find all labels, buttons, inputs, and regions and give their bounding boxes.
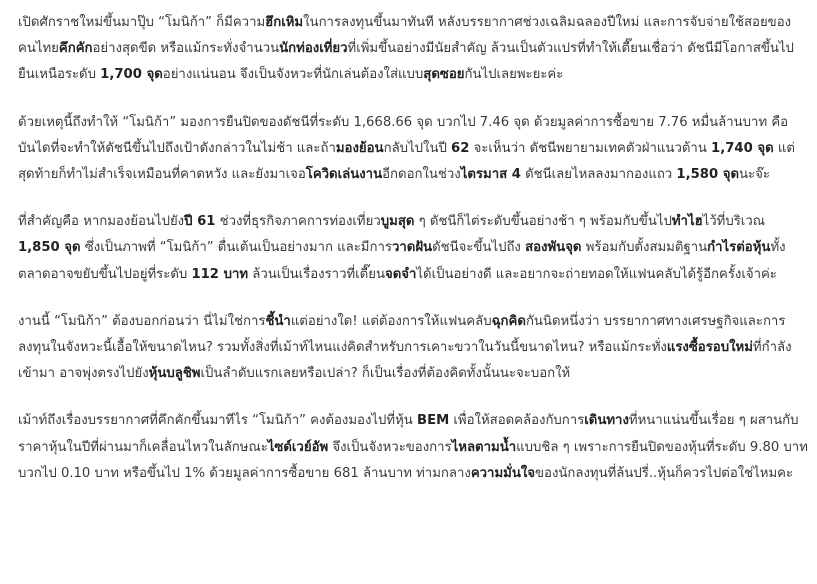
body-text: ดัชนีจะขึ้นไปถึง [432, 240, 526, 256]
body-text: ที่หนาแน่นขึ้นเรื่อย ๆ ผสานกับราคาหุ้นในปีที่ผ่านมาก็เคลื่อนไหวในลักษณะ [18, 413, 799, 455]
body-text: กันนิดหนึ่งว่า บรรยากาศทางเศรษฐกิจและการลงทุนในจังหวะนี้เอื้อให้ขนาดไหน? รวมทั้งสิ่งที่เม้าท์ไหนแง่คิดสำหรับการเคาะขวาในวันนี้ขนาดไหน? หรือแม้กระทั่ง [18, 313, 786, 356]
emphasis-text: 1,580 จุด [676, 167, 740, 183]
emphasis-text: 1,850 จุด [18, 240, 81, 256]
paragraph-bem-stock [18, 408, 808, 487]
body-text: ๆ ดัชนีก็ไต่ระดับขึ้นอย่างช้า ๆ พร้อมกับขึ้นไป [414, 214, 672, 230]
emphasis-text: โควิดเล่นงาน [305, 167, 383, 183]
emphasis-text: เดินทาง [584, 413, 629, 429]
emphasis-text: กำไรต่อหุ้น [707, 240, 771, 256]
body-text: อย่างแน่นอน จึงเป็นจังหวะที่นักเล่นต้องใส่แบบ [162, 67, 424, 83]
body-text: ล้วนเป็นเรื่องราวที่เตี๊ยน [248, 266, 385, 282]
body-text: ทั้งตลาดอาจขยับขึ้นไปอยู่ที่ระดับ [18, 240, 786, 282]
emphasis-text: แรงซื้อรอบใหม่ [666, 340, 753, 356]
emphasis-text: จดจำ [384, 266, 417, 282]
emphasis-text: นักท่องเที่ยว [279, 41, 348, 57]
body-text: ที่กำลังเข้ามา อาจพุ่งตรงไปยัง [18, 340, 792, 382]
emphasis-text: 1,700 จุด [100, 67, 163, 83]
body-text: ที่เพิ่มขึ้นอย่างมีนัยสำคัญ ล้วนเป็นตัวแปรที่ทำให้เตี๊ยนเชื่อว่า ดัชนีมีโอกาสขึ้นไปยืนเหนือระดับ [18, 41, 794, 83]
body-text: ซึ่งเป็นภาพที่ “โมนิก้า” ตื่นเต้นเป็นอย่างมาก และมีการ [80, 240, 392, 256]
emphasis-text: BEM [417, 413, 450, 429]
body-text: เปิดศักราชใหม่ขึ้นมาปุ๊บ “โมนิก้า” ก็มีความ [18, 15, 266, 30]
body-text: ในการลงทุนขึ้นมาทันที หลังบรรยากาศช่วงเฉลิมฉลองปีใหม่ และการจับจ่ายใช้สอยของคนไทย [18, 15, 792, 57]
body-text: จึงเป็นจังหวะของการ [328, 439, 452, 455]
body-text: จะเห็นว่า ดัชนีพยายามเทคตัวฝ่าแนวต้าน [469, 140, 712, 156]
body-text: กลับไปในปี [383, 140, 452, 156]
emphasis-text: หุ้นบลูชิพ [148, 366, 201, 382]
emphasis-text: ไตรมาส 4 [460, 167, 521, 183]
body-text: ที่สำคัญคือ หากมองย้อนไปยัง [18, 214, 185, 230]
emphasis-text: บูมสุด [380, 214, 415, 230]
emphasis-text: ความมั่นใจ [470, 465, 536, 481]
emphasis-text: คึกคัก [58, 41, 93, 57]
body-text: ได้เป็นอย่างดี และอยากจะถ่ายทอดให้แฟนคลับได้รู้อีกครั้งเจ้าค่ะ [416, 266, 777, 282]
body-text: งานนี้ “โมนิก้า” ต้องบอกก่อนว่า นี่ไม่ใช่การ [18, 313, 266, 329]
body-text: ด้วยเหตุนี้ถึงทำให้ “โมนิก้า” มองการยืนปิดของดัชนีที่ระดับ 1,668.66 จุด บวกไป 7.46 จุด ด้วยมูลค่าการซื้อขาย 7.76 หมื่นล้านบาท คือบันไดที่จะทำให้ดัชนีขึ้นไปถึงเป้าดังกล่าวในไม่ช้า และถ้า [18, 114, 789, 156]
body-text: เป็นลำดับแรกเลยหรือเปล่า? ก็เป็นเรื่องที่ต้องคิดทั้งนั้นนะจะบอกให้ [200, 366, 571, 382]
body-text: นะจ๊ะ [739, 167, 770, 183]
emphasis-text: 1,740 จุด [711, 140, 774, 156]
emphasis-text: มองย้อน [335, 140, 384, 156]
body-text: ของนักลงทุนที่ล้นปรี่..หุ้นก็ควรไปต่อใช่ไหมคะ [535, 465, 794, 481]
paragraph-tourism-boom [18, 209, 808, 288]
emphasis-text: ฉุกคิด [491, 313, 526, 329]
body-text: อีกดอกในช่วง [382, 167, 461, 183]
paragraph-index-history [18, 110, 808, 189]
body-text: เม้าท์ถึงเรื่องบรรยากาศที่คึกคักขึ้นมาทีไร “โมนิก้า” คงต้องมองไปที่หุ้น [18, 413, 418, 429]
body-text: กันไปเลยพะยะค่ะ [464, 67, 564, 83]
emphasis-text: สุดซอย [423, 67, 465, 83]
emphasis-text: ปี 61 [184, 214, 216, 230]
body-text: ดัชนีเลยไหลลงมากองแถว [520, 167, 677, 183]
body-text: เพื่อให้สอดคล้องกับการ [449, 413, 585, 429]
article-body [18, 10, 808, 508]
emphasis-text: ฮึกเหิม [265, 15, 304, 30]
emphasis-text: สองพันจุด [525, 240, 582, 256]
emphasis-text: ชี้นำ [265, 313, 291, 329]
body-text: อย่างสุดขีด หรือแม้กระทั่งจำนวน [92, 41, 280, 57]
emphasis-text: ทำไฮ [671, 214, 703, 230]
body-text: ช่วงที่ธุรกิจภาคการท่องเที่ยว [215, 214, 381, 230]
body-text: ไว้ที่บริเวณ [702, 214, 765, 230]
emphasis-text: 112 บาท [191, 266, 249, 282]
emphasis-text: วาดฝัน [391, 240, 433, 256]
emphasis-text: ไหลตามน้ำ [451, 439, 517, 455]
body-text: พร้อมกับตั้งสมมติฐาน [581, 240, 708, 256]
body-text: แต่อย่างใด! แต่ต้องการให้แฟนคลับ [290, 313, 492, 329]
emphasis-text: 62 [451, 140, 470, 156]
body-text: แต่สุดท้ายก็ทำไม่สำเร็จเหมือนที่คาดหวัง และยังมาเจอ [18, 140, 795, 183]
body-text: แบบชิล ๆ เพราะการยืนปิดของหุ้นที่ระดับ 9.80 บาท บวกไป 0.10 บาท หรือขึ้นไป 1% ด้วยมูลค่าการซื้อขาย 681 ล้านบาท ท่ามกลาง [18, 439, 808, 481]
emphasis-text: ไซด์เวย์อัพ [267, 439, 329, 455]
paragraph-disclaimer [18, 309, 808, 388]
paragraph-intro [18, 10, 808, 89]
